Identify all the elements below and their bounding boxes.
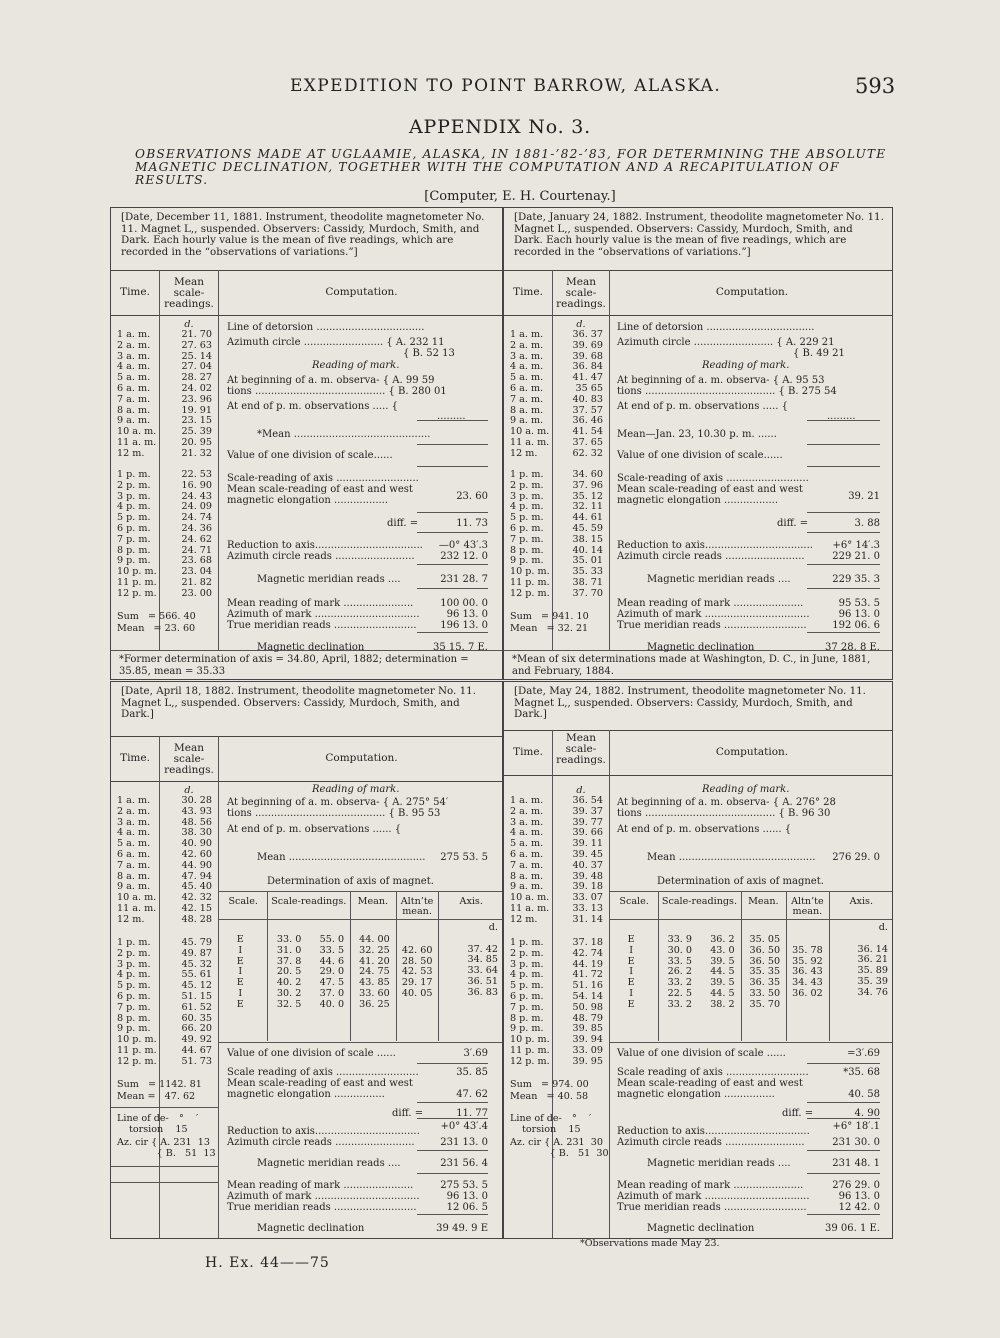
panel-note: [Date, April 18, 1882. Instrument, theodolite magnetometer No. 11. Magnet L,, suspended. Observers: Cassidy, Murdoch, Smith, and Dark.]	[121, 685, 476, 720]
pm-times: 1 p. m. 2 p. m. 3 p. m. 4 p. m. 5 p. m. 6 p. m. 7 p. m. 8 p. m. 9 p. m. 10 p. m. 11 p. m. 12 p. m.	[510, 469, 550, 599]
computation-line: magnetic elongation ................	[617, 1089, 775, 1100]
computation-line: Azimuth of mark .................................	[617, 1191, 810, 1202]
axis-column-r1: 33. 9 30. 0 33. 5 26. 2 33. 2 22. 5 33. 2	[667, 934, 693, 1010]
computation-value: 231 56. 4	[440, 1158, 488, 1169]
computation-value: 35. 85	[456, 1067, 488, 1078]
computation-value: 231 28. 7	[440, 574, 488, 585]
computation-line: Reduction to axis.................................	[227, 1126, 420, 1137]
computation-line: Magnetic declination	[647, 642, 755, 653]
pm-values: 22. 53 16. 90 24. 43 24. 09 24. 74 24. 36 24. 62 24. 71 23. 68 23. 04 21. 82 23. 00	[181, 469, 212, 599]
computation-line: Reduction to axis.................................	[617, 1126, 810, 1137]
computation-value: 4. 90	[854, 1108, 880, 1119]
computation-line: diff. =	[392, 1108, 424, 1119]
computation-line: Mean reading of mark ......................	[227, 598, 414, 609]
az-circle-a: Az. cir { A. 231 13	[117, 1137, 210, 1148]
computation-value: 231 48. 1	[832, 1158, 880, 1169]
mark-mean-value: 275 53. 5	[440, 852, 488, 863]
pm-values: 37. 18 42. 74 44. 19 41. 72 51. 16 54. 14 50. 98 48. 79 39. 85 39. 94 33. 09 39. 95	[572, 937, 603, 1067]
axis-header-cell: Altn’te mean.	[791, 896, 824, 917]
computation-value: 192 06. 6	[832, 620, 880, 631]
am-times: 1 a. m. 2 a. m. 3 a. m. 4 a. m. 5 a. m. 6 a. m. 7 a. m. 8 a. m. 9 a. m. 10 a. m. 11 a. m. 12 m.	[510, 795, 550, 925]
table-header	[504, 730, 892, 776]
subtitle-line: OBSERVATIONS MADE AT UGLAAMIE, ALASKA, IN 1881-’82-’83, FOR DETERMINING THE ABSOLUTE	[135, 148, 887, 161]
am-times: 1 a. m. 2 a. m. 3 a. m. 4 a. m. 5 a. m. 6 a. m. 7 a. m. 8 a. m. 9 a. m. 10 a. m. 11 a. m. 12 m.	[510, 329, 550, 459]
computation-value: 275 53. 5	[440, 1180, 488, 1191]
computation-value: 35 15. 7 E.	[432, 642, 488, 653]
panel-december	[110, 207, 503, 680]
computation-value: =3′.69	[847, 1048, 880, 1059]
computation-line: magnetic elongation .................	[617, 495, 779, 506]
detorsion-degree: ° ′	[572, 1113, 592, 1124]
computation-line: Magnetic meridian reads ....	[257, 574, 401, 585]
computation-value: 100 00. 0	[440, 598, 488, 609]
computation-line: Azimuth of mark .................................	[227, 609, 420, 620]
pm-values: 45. 79 49. 87 45. 32 55. 61 45. 12 51. 15 61. 52 60. 35 66. 20 49. 92 44. 67 51. 73	[181, 937, 212, 1067]
computation-line: Magnetic meridian reads ....	[257, 1158, 401, 1169]
computation-line: True meridian reads ..........................	[227, 1202, 417, 1213]
computation-value: *35. 68	[843, 1067, 880, 1078]
computation-line: Reduction to axis..................................	[617, 540, 813, 551]
computation-value: .........	[437, 411, 466, 422]
reading-of-mark-label: Reading of mark.	[312, 784, 400, 795]
computation-value: 40. 58	[848, 1089, 880, 1100]
reading-of-mark-label: Reading of mark.	[702, 360, 790, 371]
computation-value: +6° 14′.3	[832, 540, 880, 551]
computation-value: 11. 73	[456, 518, 488, 529]
detorsion-value: torsion 15	[522, 1124, 581, 1135]
axis-column-alt: 42. 60 28. 50 42. 53 29. 17 40. 05	[401, 944, 433, 999]
axis-heading: Determination of axis of magnet.	[657, 876, 824, 887]
mean: Mean = 47. 62	[117, 1091, 196, 1102]
sum: Sum = 941. 10	[510, 611, 589, 622]
axis-column-mean: 35. 05 36. 50 36. 50 35. 35 36. 35 33. 50 35. 70	[749, 934, 781, 1010]
mark-line-a: At beginning of a. m. observa- { A. 275° 54′	[227, 797, 449, 808]
computation-value: 196 13. 0	[440, 620, 488, 631]
pm-values: 34. 60 37. 96 35. 12 32. 11 44. 61 45. 59 38. 15 40. 14 35. 01 35. 33 38. 71 37. 70	[572, 469, 603, 599]
computation-line: diff. =	[782, 1108, 814, 1119]
computation-value: 39. 21	[848, 491, 880, 502]
computation-value: 96 13. 0	[446, 609, 488, 620]
computation-line: Mean reading of mark ......................	[617, 598, 804, 609]
mark-line-b: tions ......................................... { B. 96 30	[617, 808, 831, 819]
computation-line: Magnetic declination	[257, 642, 365, 653]
computation-value: 47. 62	[456, 1089, 488, 1100]
computation-value: 12 06. 5	[446, 1202, 488, 1213]
axis-heading: Determination of axis of magnet.	[267, 876, 434, 887]
computation-value: 96 13. 0	[838, 1191, 880, 1202]
computation-value: +6° 18′.1	[832, 1121, 880, 1132]
computation-value: 3. 88	[854, 518, 880, 529]
computation-value: +0° 43′.4	[440, 1121, 488, 1132]
detorsion-label: Line of de-	[117, 1113, 169, 1124]
reading-of-mark-label: Reading of mark.	[702, 784, 790, 795]
computation-value: 231 30. 0	[832, 1137, 880, 1148]
am-times: 1 a. m. 2 a. m. 3 a. m. 4 a. m. 5 a. m. 6 a. m. 7 a. m. 8 a. m. 9 a. m. 10 a. m. 11 a. m. 12 m.	[117, 329, 157, 459]
unit-label: d.	[184, 785, 194, 796]
computation-line: Magnetic declination	[257, 1223, 365, 1234]
computation-value: 95 53. 5	[838, 598, 880, 609]
unit-label: d.	[576, 319, 586, 330]
computation-line: Value of one division of scale......	[617, 450, 783, 461]
mark-line-a: At beginning of a. m. observa- { A. 276° 28	[617, 797, 836, 808]
computation-line: Value of one division of scale ......	[617, 1048, 786, 1059]
axis-header-cell: Scale.	[619, 896, 649, 907]
computation-value: { B. 49 21	[793, 348, 845, 359]
computation-value: 39 49. 9 E	[436, 1223, 488, 1234]
computation-value: 276 29. 0	[832, 1180, 880, 1191]
computation-line: diff. =	[777, 518, 809, 529]
computation-value: 232 12. 0	[440, 551, 488, 562]
time-heading: Time.	[513, 286, 543, 298]
computation-line: Scale reading of axis ..........................	[227, 1067, 419, 1078]
am-values: 36. 54 39. 37 39. 77 39. 66 39. 11 39. 45 40. 37 39. 48 39. 18 33. 07 33. 13 31. 14	[572, 795, 603, 925]
computation-line: tions ......................................... { B. 280 01	[227, 386, 447, 397]
computation-line: At end of p. m. observations ..... {	[227, 401, 398, 412]
computation-value: 229 35. 3	[832, 574, 880, 585]
computation-line: True meridian reads ..........................	[617, 620, 807, 631]
subtitle	[135, 148, 900, 187]
computation-value: .........	[827, 411, 856, 422]
unit-label: d.	[184, 319, 194, 330]
panel-april	[110, 681, 503, 1239]
pm-times: 1 p. m. 2 p. m. 3 p. m. 4 p. m. 5 p. m. 6 p. m. 7 p. m. 8 p. m. 9 p. m. 10 p. m. 11 p. m. 12 p. m.	[510, 937, 550, 1067]
computation-line: True meridian reads ..........................	[617, 1202, 807, 1213]
panel-footnote: *Former determination of axis = 34.80, April, 1882; determination = 35.85, mean = 35.33	[119, 654, 469, 677]
mean-heading: Mean scale-readings.	[556, 732, 606, 766]
unit-label: d.	[576, 785, 586, 796]
bottom-footnote: *Observations made May 23.	[580, 1238, 720, 1249]
computation-line: Value of one division of scale ......	[227, 1048, 396, 1059]
computation-value: 39 06. 1 E.	[824, 1223, 880, 1234]
computation-line: Azimuth circle reads .........................	[617, 1137, 805, 1148]
mark-line-end: At end of p. m. observations ...... {	[227, 824, 402, 835]
computation-line: Azimuth circle reads .........................	[617, 551, 805, 562]
computation-value: 96 13. 0	[838, 609, 880, 620]
sum: Sum = 974. 00	[510, 1079, 589, 1090]
detorsion-degree: ° ′	[179, 1113, 199, 1124]
panel-note: [Date, January 24, 1882. Instrument, theodolite magnetometer No. 11. Magnet L,, suspended. Observers: Cassidy, Murdoch, Smith, and Dark. Each hourly value is the mean of five readings, which are recorded in the “observations of variations.”]	[514, 211, 884, 258]
computation-value: { B. 52 13	[403, 348, 455, 359]
detorsion-label: Line of de-	[510, 1113, 562, 1124]
computation-value: 23. 60	[456, 491, 488, 502]
computation-value: 11. 77	[456, 1108, 488, 1119]
computation-line: True meridian reads ..........................	[227, 620, 417, 631]
mean-heading: Mean scale-readings.	[556, 276, 606, 310]
subtitle-line: RESULTS.	[135, 174, 209, 187]
computer-credit: [Computer, E. H. Courtenay.]	[424, 189, 616, 204]
computation-value: 12 42. 0	[838, 1202, 880, 1213]
computation-line: Magnetic meridian reads ....	[647, 1158, 791, 1169]
computation-line: Mean scale-reading of east and west	[617, 1078, 803, 1089]
am-values: 36. 37 39. 69 39. 68 36. 84 41. 47 35 65 40. 83 37. 57 36. 46 41. 54 37. 65 62. 32	[572, 329, 603, 459]
computation-heading: Computation.	[325, 286, 398, 298]
header-title: EXPEDITION TO POINT BARROW, ALASKA.	[290, 76, 722, 96]
mean: Mean = 40. 58	[510, 1091, 589, 1102]
computation-line: Scale-reading of axis ..........................	[227, 473, 419, 484]
computation-line: Azimuth circle ......................... { A. 232 11	[227, 337, 445, 348]
pm-times: 1 p. m. 2 p. m. 3 p. m. 4 p. m. 5 p. m. 6 p. m. 7 p. m. 8 p. m. 9 p. m. 10 p. m. 11 p. m. 12 p. m.	[117, 937, 157, 1067]
computation-line: Mean reading of mark ......................	[227, 1180, 414, 1191]
axis-header-cell: Mean.	[748, 896, 779, 907]
az-circle-b: { B. 51 13	[117, 1148, 216, 1159]
axis-header-cell: Axis.	[849, 896, 874, 907]
axis-header-cell: Scale-readings.	[271, 896, 347, 907]
panel-january	[503, 207, 893, 680]
panel-footnote: *Mean of six determinations made at Washington, D. C., in June, 1881, and February, 1884.	[512, 654, 871, 677]
mean-heading: Mean scale-readings.	[164, 276, 214, 310]
computation-line: magnetic elongation .................	[227, 495, 389, 506]
az-circle-b: { B. 51 30	[510, 1148, 609, 1159]
computation-line: Magnetic declination	[647, 1223, 755, 1234]
computation-line: Mean reading of mark ......................	[617, 1180, 804, 1191]
axis-column-mean: 44. 00 32. 25 41. 20 24. 75 43. 85 33. 60 36. 25	[359, 934, 390, 1010]
panel-may	[503, 681, 893, 1239]
computation-line: Scale reading of axis ..........................	[617, 1067, 809, 1078]
axis-column-r2: 55. 0 33. 5 44. 6 29. 0 47. 5 37. 0 40. 0	[319, 934, 345, 1010]
computation-line: At beginning of a. m. observa- { A. 95 53	[617, 375, 825, 386]
panel-note: [Date, December 11, 1881. Instrument, theodolite magnetometer No. 11. Magnet L,, suspended. Observers: Cassidy, Murdoch, Smith, and Dark. Each hourly value is the mean of five readings, which are recorded in the “observations of variations.”]	[121, 211, 485, 258]
axis-header-cell: Scale.	[228, 896, 258, 907]
axis-column-scale: E I E I E I E	[236, 934, 244, 1010]
am-values: 30. 28 43. 93 48. 56 38. 30 40. 90 42. 60 44. 90 47. 94 45. 40 42. 32 42. 15 48. 28	[181, 795, 212, 925]
computation-heading: Computation.	[325, 752, 398, 764]
table-header	[111, 736, 502, 782]
table-header	[111, 270, 502, 316]
mean-heading: Mean scale-readings.	[164, 742, 214, 776]
axis-column-r2: 36. 2 43. 0 39. 5 44. 5 39. 5 44. 5 38. 2	[710, 934, 735, 1010]
table-header	[504, 270, 892, 316]
sum: Sum = 1142. 81	[117, 1079, 202, 1090]
computation-line: Mean scale-reading of east and west	[227, 484, 413, 495]
axis-header-cell: Altn’te mean.	[400, 896, 434, 917]
am-times: 1 a. m. 2 a. m. 3 a. m. 4 a. m. 5 a. m. 6 a. m. 7 a. m. 8 a. m. 9 a. m. 10 a. m. 11 a. m. 12 m.	[117, 795, 157, 925]
computation-heading: Computation.	[715, 746, 789, 758]
computation-line: diff. =	[387, 518, 419, 529]
computation-line: At end of p. m. observations ..... {	[617, 401, 788, 412]
computation-line: Reduction to axis..................................	[227, 540, 423, 551]
computation-line: Magnetic meridian reads ....	[647, 574, 791, 585]
az-circle-a: Az. cir { A. 231 30	[510, 1137, 603, 1148]
computation-heading: Computation.	[715, 286, 789, 298]
computation-line: Mean scale-reading of east and west	[617, 484, 803, 495]
mark-line-end: At end of p. m. observations ...... {	[617, 824, 792, 835]
computation-line: Azimuth circle reads .........................	[227, 551, 415, 562]
computation-line: Azimuth circle ......................... { A. 229 21	[617, 337, 835, 348]
mean: Mean = 32. 21	[510, 623, 589, 634]
computation-line: Mean scale-reading of east and west	[227, 1078, 413, 1089]
subtitle-line: MAGNETIC DECLINATION, TOGETHER WITH THE COMPUTATION AND A RECAPITULATION OF	[135, 161, 840, 174]
axis-header-cell: Scale-readings.	[661, 896, 738, 907]
computation-line: Mean—Jan. 23, 10.30 p. m. ......	[617, 429, 777, 440]
axis-column-r1: 33. 0 31. 0 37. 8 20. 5 40. 2 30. 2 32. 5	[276, 934, 302, 1010]
axis-column-scale: E I E I E I E	[627, 934, 635, 1010]
time-heading: Time.	[120, 286, 150, 298]
computation-value: 229 21. 0	[832, 551, 880, 562]
axis-column-axis: d. 36. 14 36. 21 35. 89 35. 39 34. 76	[857, 922, 888, 998]
page-number: 593	[855, 74, 896, 98]
computation-value: —0° 43′.3	[438, 540, 488, 551]
am-values: 21. 70 27. 63 25. 14 27. 04 28. 27 24. 02 23. 96 19. 91 23. 15 25. 39 20. 95 21. 32	[181, 329, 212, 459]
mark-line-b: tions ......................................... { B. 95 53	[227, 808, 441, 819]
computation-line: Line of detorsion ..................................	[617, 322, 815, 333]
running-header	[0, 70, 1000, 110]
signature-mark: H. Ex. 44——75	[205, 1255, 330, 1271]
computation-line: Value of one division of scale......	[227, 450, 393, 461]
axis-header-cell: Axis.	[459, 896, 483, 907]
computation-value: 231 13. 0	[440, 1137, 488, 1148]
computation-line: Azimuth circle reads .........................	[227, 1137, 415, 1148]
axis-header-cell: Mean.	[357, 896, 389, 907]
computation-line: At beginning of a. m. observa- { A. 99 59	[227, 375, 435, 386]
detorsion-value: torsion 15	[129, 1124, 188, 1135]
computation-line: magnetic elongation ................	[227, 1089, 385, 1100]
computation-value: 37 28. 8 E.	[824, 642, 880, 653]
time-heading: Time.	[513, 746, 543, 758]
panel-note: [Date, May 24, 1882. Instrument, theodolite magnetometer No. 11. Magnet L,, suspended. Observers: Cassidy, Murdoch, Smith, and Dark.]	[514, 685, 866, 720]
mark-mean-label: Mean ...........................................	[257, 852, 426, 863]
computation-value: 3′.69	[463, 1048, 488, 1059]
reading-of-mark-label: Reading of mark.	[312, 360, 400, 371]
computation-value: 96 13. 0	[446, 1191, 488, 1202]
axis-column-alt: 35. 78 35. 92 36. 43 34. 43 36. 02	[792, 944, 823, 999]
mark-mean-value: 276 29. 0	[832, 852, 880, 863]
computation-line: *Mean ...........................................	[257, 429, 431, 440]
computation-line: tions ......................................... { B. 275 54	[617, 386, 837, 397]
computation-line: Azimuth of mark .................................	[227, 1191, 420, 1202]
pm-times: 1 p. m. 2 p. m. 3 p. m. 4 p. m. 5 p. m. 6 p. m. 7 p. m. 8 p. m. 9 p. m. 10 p. m. 11 p. m. 12 p. m.	[117, 469, 157, 599]
sum: Sum = 566. 40	[117, 611, 196, 622]
time-heading: Time.	[120, 752, 150, 764]
computation-line: Scale-reading of axis ..........................	[617, 473, 809, 484]
mean: Mean = 23. 60	[117, 623, 196, 634]
computation-line: Line of detorsion ..................................	[227, 322, 425, 333]
computation-line: Azimuth of mark .................................	[617, 609, 810, 620]
mark-mean-label: Mean ...........................................	[647, 852, 816, 863]
appendix-title: APPENDIX No. 3.	[408, 116, 592, 138]
axis-column-axis: d. 37. 42 34. 85 33. 64 36. 51 36. 83	[467, 922, 498, 998]
